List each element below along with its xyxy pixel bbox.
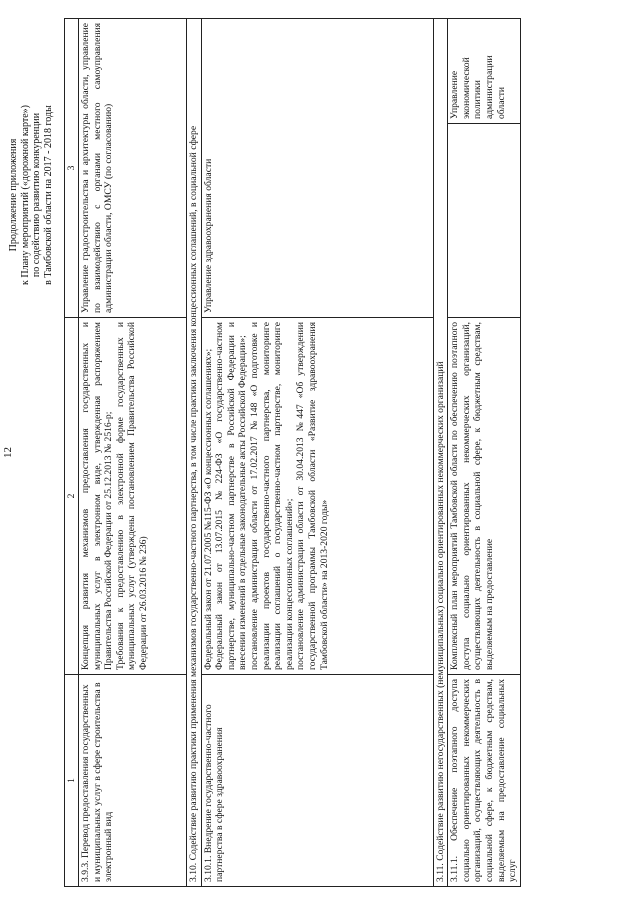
documents-cell [201,318,433,675]
heading-line-2: к Плану мероприятий («дорожной карте») [19,105,31,285]
document-item: Комплексный план мероприятий Тамбовской области по обеспечению поэтапного доступа социально ориентированных некоммерческих организаций, осуществляющих деятельность в социальной сфере, к бюджетным средствам, выделяемым на предоставление [449,322,495,670]
document-item: Федеральный закон от 13.07.2015 №224-ФЗ «О государственно-частном партнерстве, муниципально-частном партнерстве в Российской Федерации и внесении изменений в отдельные законодательные акты Российской Федерации»; [214,322,249,670]
appendix-heading [8,45,54,345]
section-row [433,18,448,886]
executor-cell: Управление градостроительства и архитектуры области, управление по взаимодействию с органами местного самоуправления администрации области, ОМСУ (по согласованию) [79,18,187,317]
documents-cell [448,318,521,675]
section-row [187,18,202,886]
column-number-2: 2 [65,318,79,675]
measures-table [64,18,521,887]
executor-cell: Управление здравоохранения области [201,18,433,317]
heading-line-1: Продолжение приложения [8,138,19,252]
column-number-3: 3 [65,18,79,317]
heading-line-4: в Тамбовской области на 2017 - 2018 годы [42,105,54,285]
table-row [201,18,433,886]
column-number-1: 1 [65,675,79,887]
table-row [79,18,187,886]
heading-line-3: по содействию развитию конкуренции [31,112,42,278]
document-item: Концепция развития механизмов предоставления государственных и муниципальных услуг в электронном виде, утвержденная распоряжением Правительства Российской Федерации от 25.12.2013 № 2516-р; [80,322,115,670]
document-item: постановление администрации области от 30.04.2013 №447 «Об утверждении государственной программы Тамбовской области «Развитие здравоохранения Тамбовской области» на 2013-2020 годы» [295,322,330,670]
documents-cell [79,318,187,675]
document-item: Федеральный закон от 21.07.2005 №115-ФЗ «О концессионных соглашениях»; [202,348,214,670]
executor-cell: Управление экономической политики администрации области [448,18,521,123]
executor-cell-spacer [448,124,521,318]
task-cell: 3.10.1. Внедрение государственно-частного партнерства в сфере здравоохранения [201,675,433,887]
document-item: Требования к предоставлению в электронной форме государственных и муниципальных услуг (утверждены постановлением Правительства Российской Федерации от 26.03.2016 № 236) [114,322,149,670]
section-heading: 3.11. Содействие развитию негосударственных (немуниципальных) социально ориентированных некоммерческих организаций [433,18,448,886]
task-cell: 3.11.1. Обеспечение поэтапного доступа социально ориентированных некоммерческих организаций, осуществляющих деятельность в социальной сфере, к бюджетным средствам, выделяемым на предоставление социальных услуг [448,675,521,887]
column-number-row [65,18,79,886]
table-row [448,18,521,886]
section-heading: 3.10. Содействие развитию практики применения механизмов государственно-частного партнерства, в том числе практики заключения концессионных соглашений, в социальной сфере [187,18,202,886]
document-item: постановление администрации области от 17.02.2017 №148 «О подготовке и реализации проектов государственно-частного партнерства, мониторинге реализации соглашений о государственно-частном партнерстве, мониторинге реализации концессионных соглашений»; [248,322,295,670]
task-cell: 3.9.3. Перевод предоставления государственных и муниципальных услуг в сфере строительства в электронный вид [79,675,187,887]
page-number: 12 [2,447,14,458]
